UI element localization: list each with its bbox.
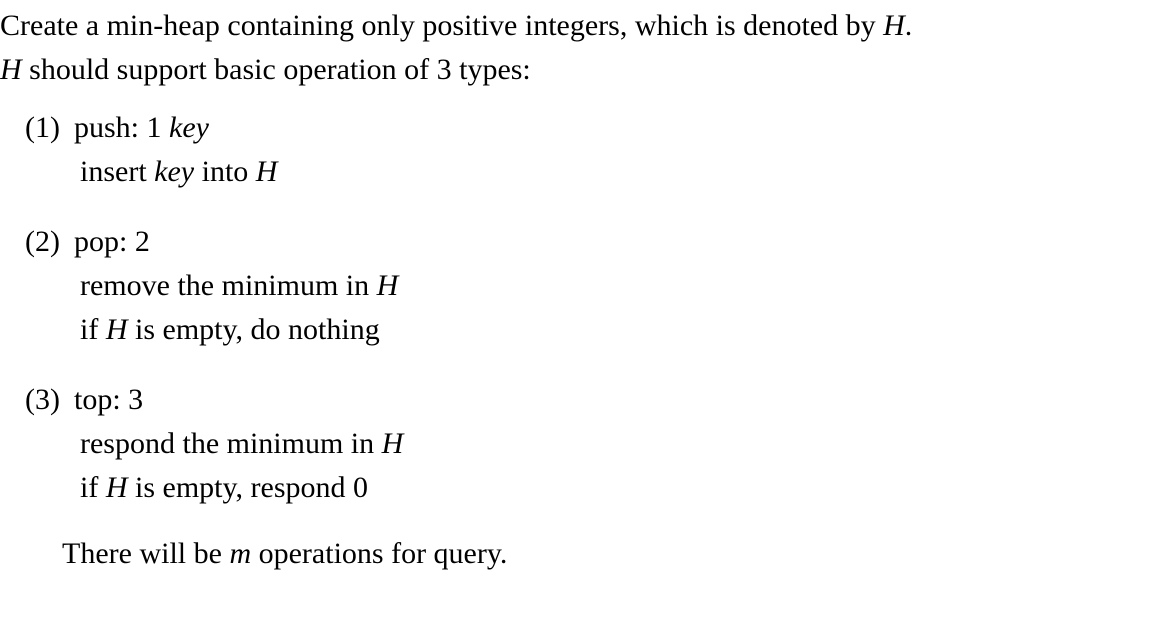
- list-item: [0, 220, 1166, 352]
- item-number: (3): [25, 383, 60, 416]
- intro-line-2: H should support basic operation of 3 types:: [0, 53, 531, 86]
- item-line: insert key into H: [80, 155, 278, 188]
- list-item: [0, 106, 1166, 194]
- list-item: [0, 378, 1166, 510]
- item-body: [74, 378, 1166, 510]
- item-line: respond the minimum in H: [80, 427, 404, 460]
- item-line: if H is empty, do nothing: [80, 313, 380, 346]
- item-line: if H is empty, respond 0: [80, 471, 369, 504]
- operations-list: [0, 106, 1166, 510]
- item-number: (1): [25, 111, 60, 144]
- item-body: [74, 106, 1166, 194]
- intro-paragraph: [0, 0, 1166, 92]
- item-line: push: 1 key: [74, 111, 209, 144]
- item-line: remove the minimum in H: [80, 269, 399, 302]
- item-line: pop: 2: [74, 225, 150, 258]
- item-body: [74, 220, 1166, 352]
- intro-line-1: Create a min-heap containing only positive integers, which is denoted by H.: [0, 9, 913, 42]
- item-line: top: 3: [74, 383, 144, 416]
- item-number: (2): [25, 225, 60, 258]
- closing-line: There will be m operations for query.: [62, 537, 508, 570]
